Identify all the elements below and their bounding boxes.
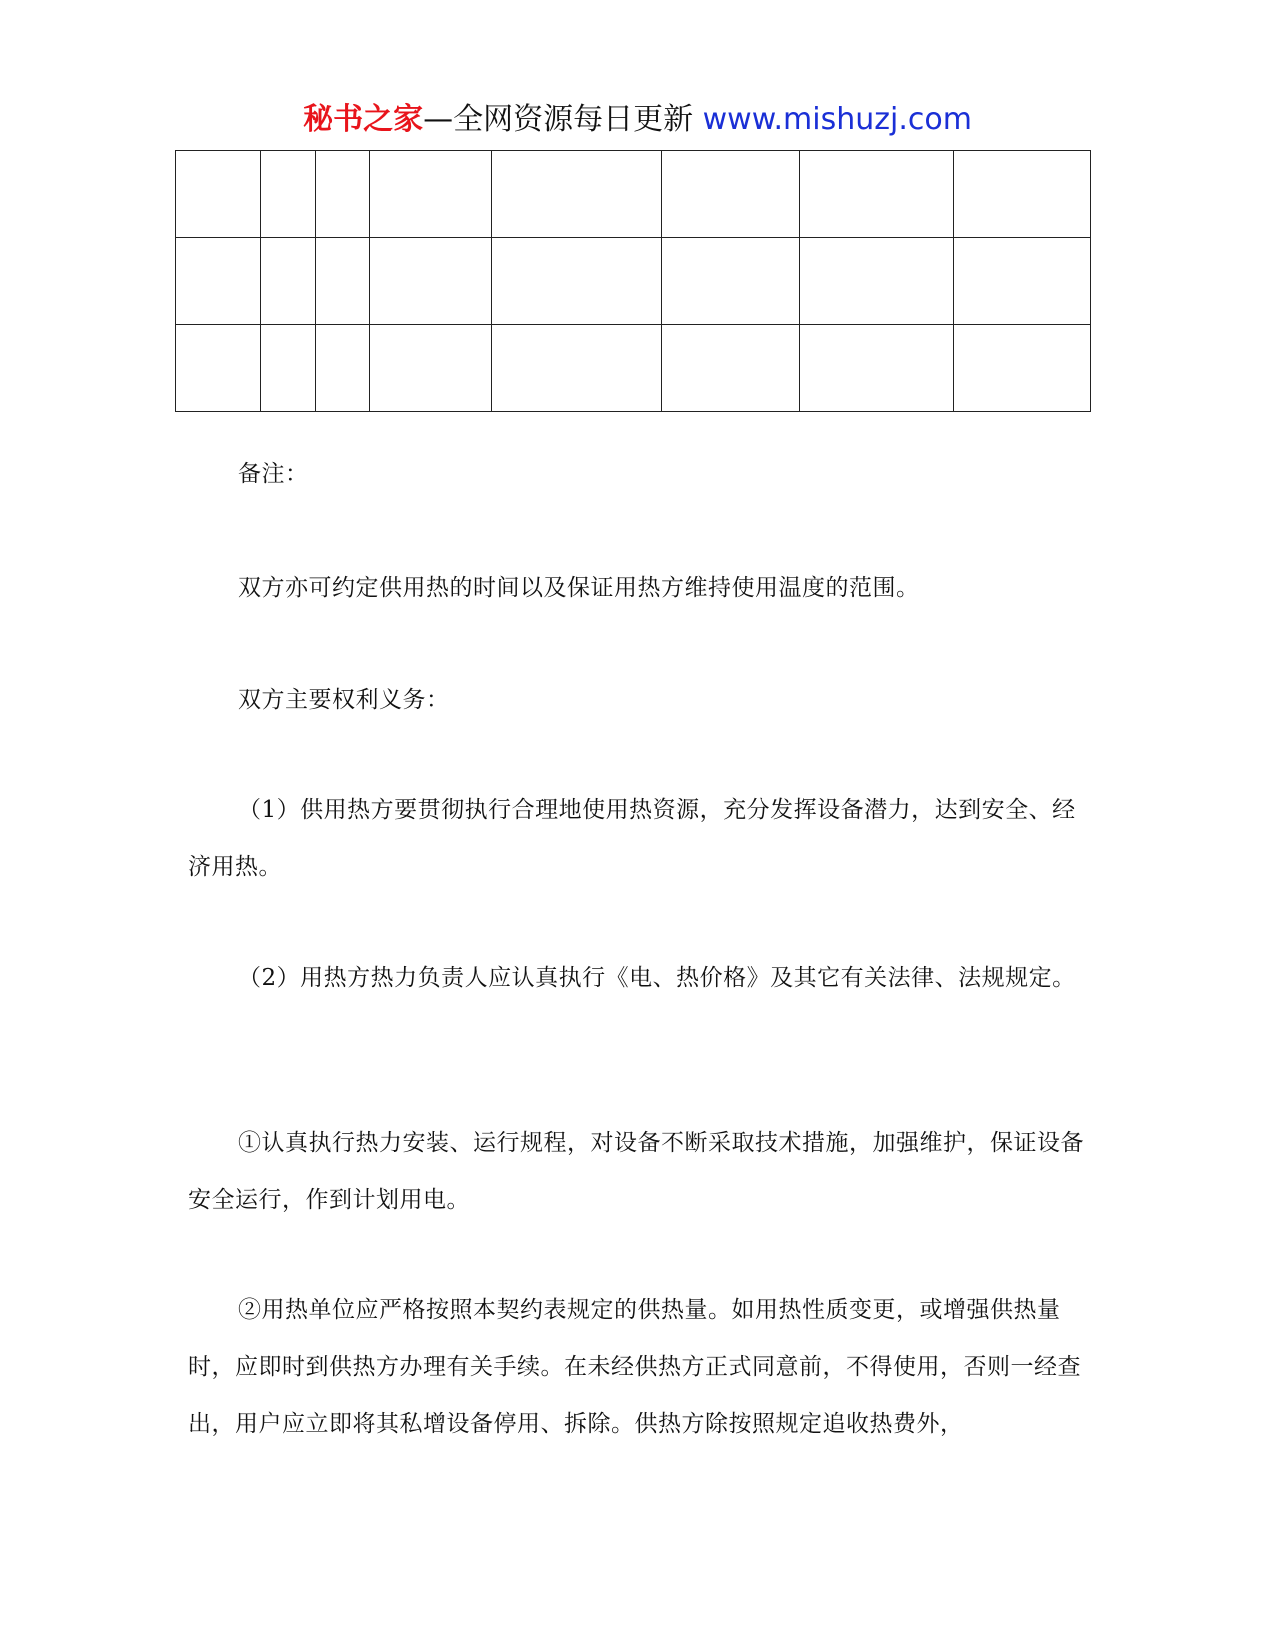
table-cell [176, 238, 261, 325]
paragraph-item-circle-2: ②用热单位应严格按照本契约表规定的供热量。如用热性质变更，或增强供热量时，应即时到供热方办理有关手续。在未经供热方正式同意前，不得使用，否则一经查出，用户应立即将其私增设备停用、拆除。供热方除按照规定追收热费外， [188, 1297, 1081, 1437]
table-cell [260, 151, 315, 238]
table-cell [176, 151, 261, 238]
paragraph-item-1: （1）供用热方要贯彻执行合理地使用热资源，充分发挥设备潜力，达到安全、经济用热。 [188, 797, 1076, 880]
table-cell [662, 238, 800, 325]
table-cell [954, 238, 1091, 325]
table-cell [491, 151, 662, 238]
table-cell [260, 325, 315, 412]
table-cell [954, 151, 1091, 238]
table-cell [799, 151, 953, 238]
paragraph-item-circle-1: ①认真执行热力安装、运行规程，对设备不断采取技术措施，加强维护，保证设备安全运行，作到计划用电。 [188, 1130, 1084, 1213]
table-cell [491, 325, 662, 412]
table-cell [315, 238, 369, 325]
header-slogan: —全网资源每日更新 [423, 102, 703, 137]
header-url[interactable]: www.mishuzj.com [702, 102, 972, 137]
table-cell [370, 238, 492, 325]
table-row [176, 238, 1091, 325]
table-row [176, 325, 1091, 412]
remark-label: 备注： [238, 461, 309, 487]
table-cell [260, 238, 315, 325]
table-cell [799, 325, 953, 412]
paragraph-rights-heading: 双方主要权利义务： [238, 687, 450, 713]
table-cell [662, 325, 800, 412]
table-cell [176, 325, 261, 412]
brand-name: 秘书之家 [303, 102, 424, 137]
table-cell [315, 151, 369, 238]
table-row [176, 151, 1091, 238]
table-cell [954, 325, 1091, 412]
paragraph-item-2: （2）用热方热力负责人应认真执行《电、热价格》及其它有关法律、法规规定。 [238, 965, 1076, 991]
paragraph-temperature: 双方亦可约定供用热的时间以及保证用热方维持使用温度的范围。 [238, 575, 920, 601]
blank-table [175, 150, 1091, 412]
page-header [0, 100, 1275, 140]
table-cell [370, 151, 492, 238]
table-cell [315, 325, 369, 412]
table-cell [491, 238, 662, 325]
table-cell [370, 325, 492, 412]
table-cell [799, 238, 953, 325]
table-cell [662, 151, 800, 238]
